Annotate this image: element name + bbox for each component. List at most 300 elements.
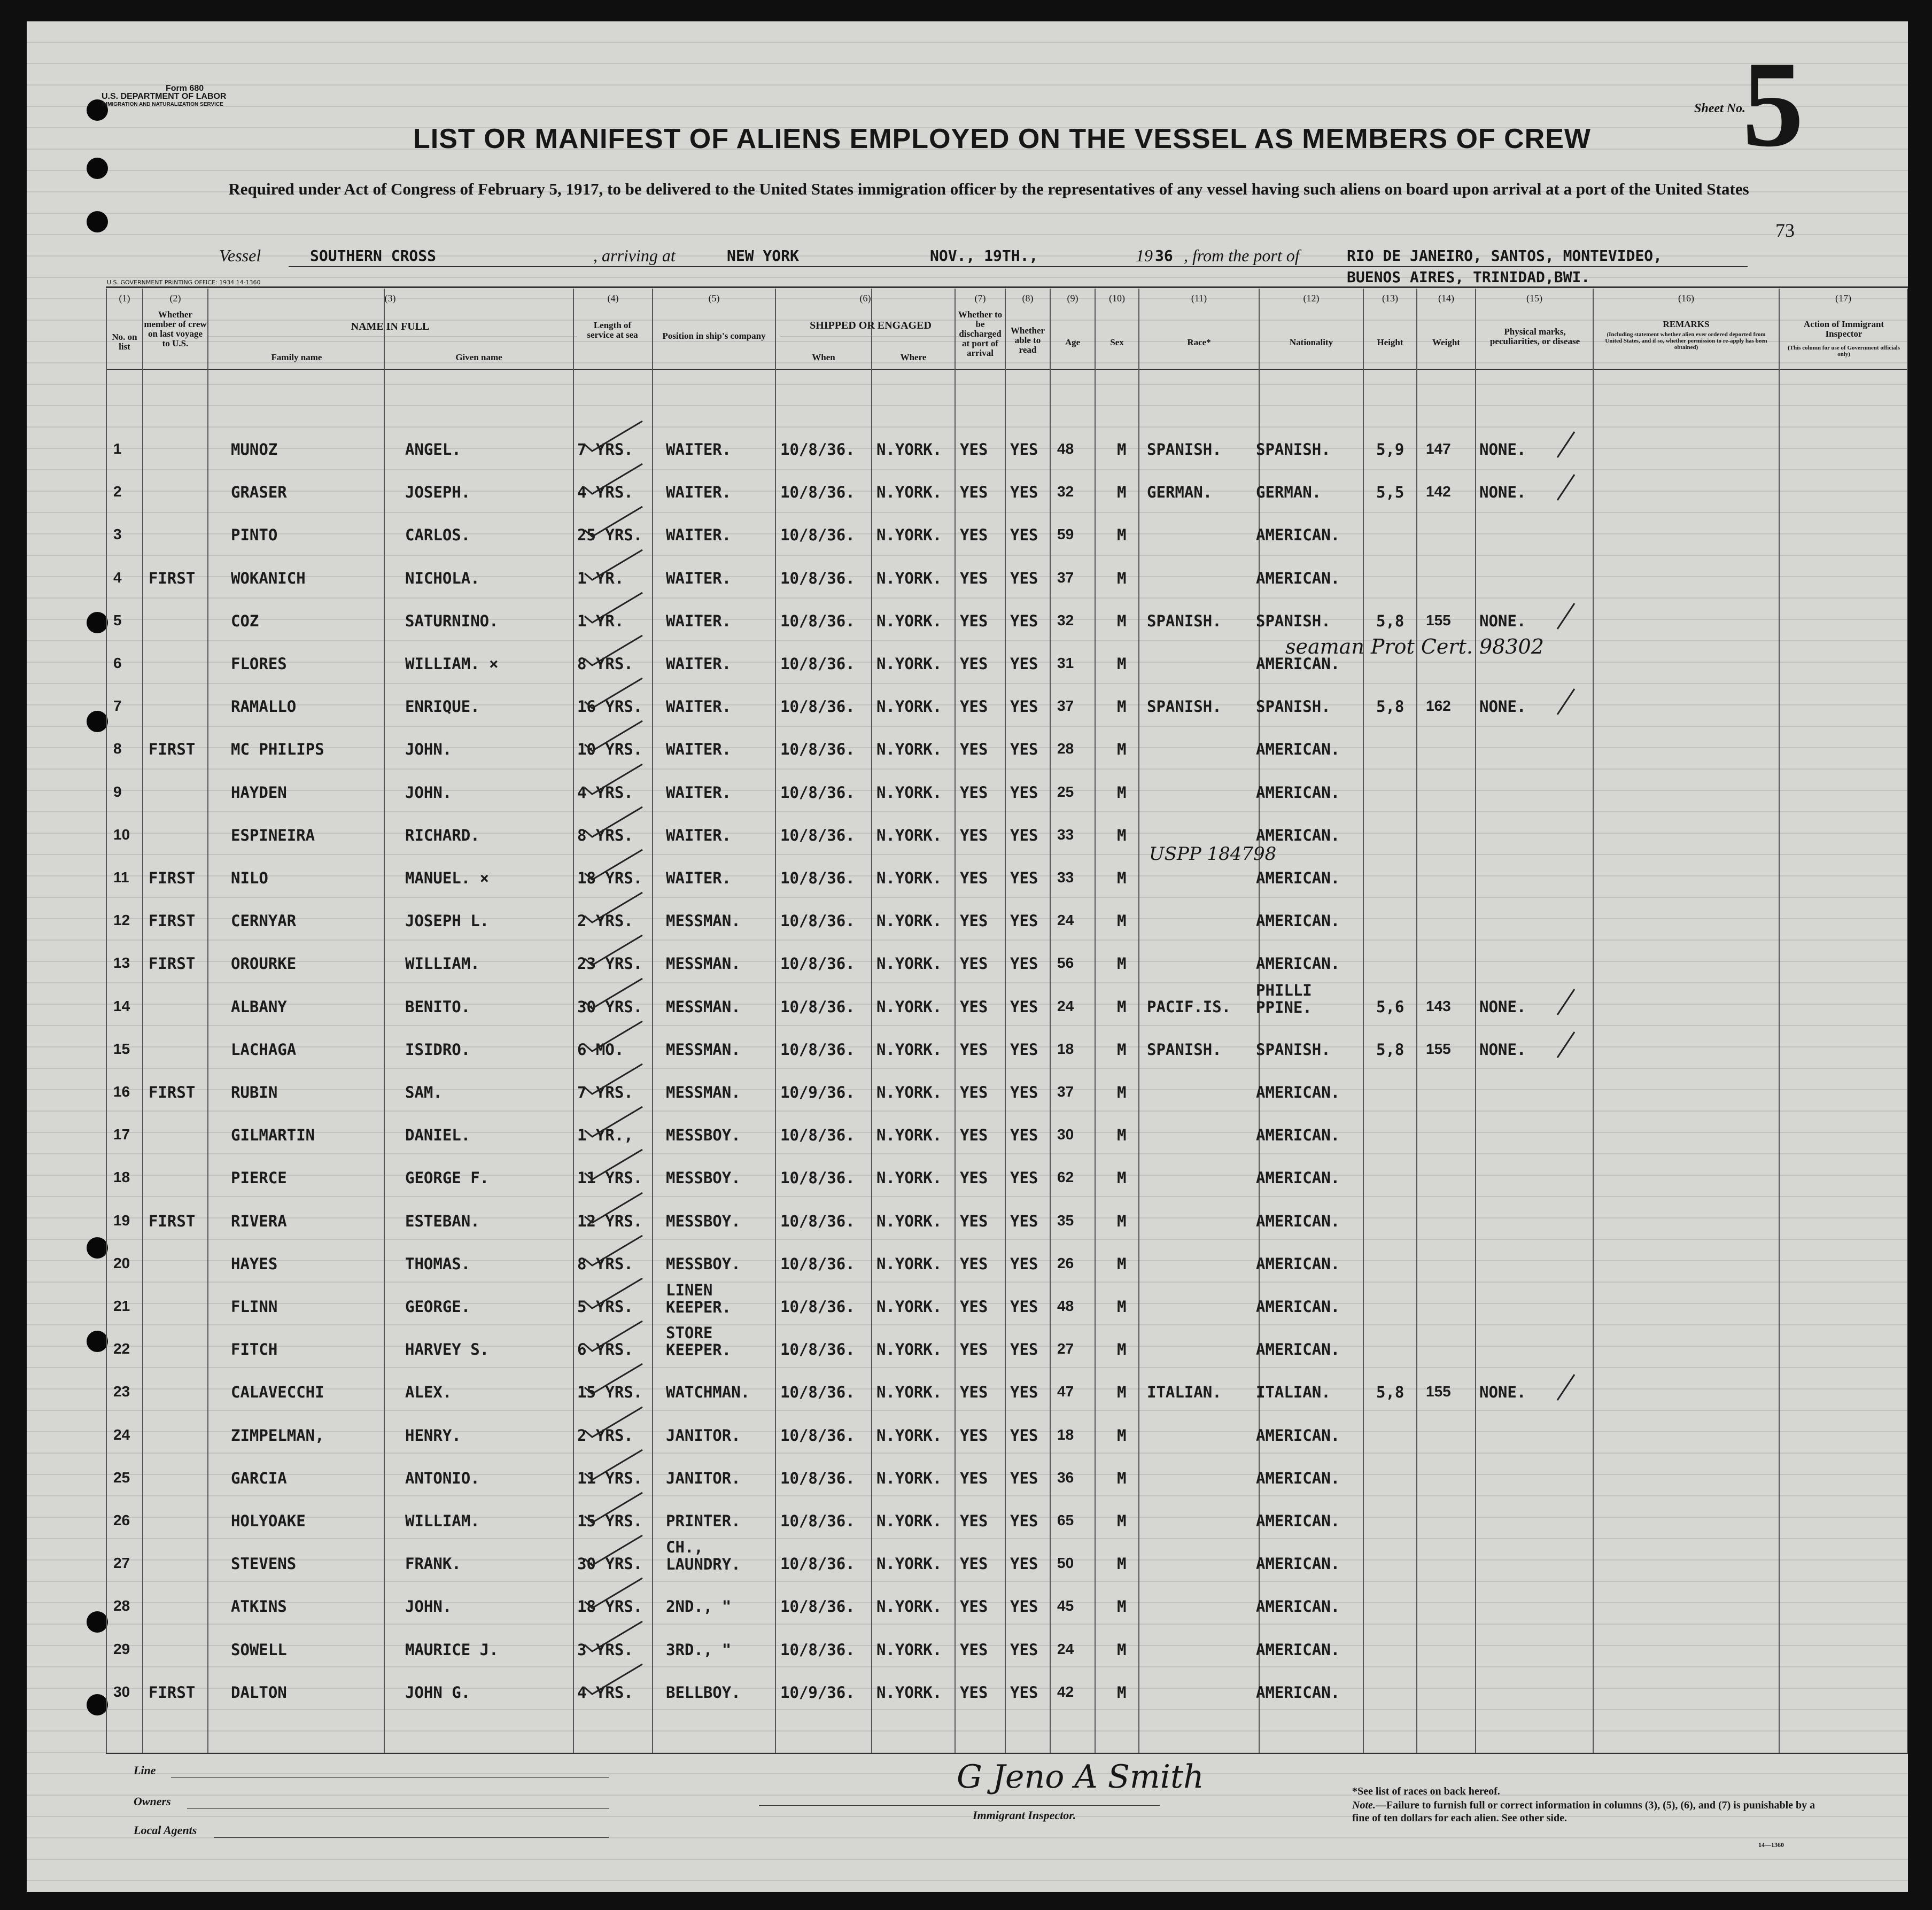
age-cell: 45 xyxy=(1057,1597,1074,1614)
shipped-when-cell: 10/8/36. xyxy=(780,1383,855,1402)
discharged-cell: YES xyxy=(960,1212,988,1230)
shipped-where-cell: N.YORK. xyxy=(876,569,942,587)
check-mark-icon xyxy=(583,503,647,541)
age-cell: 48 xyxy=(1057,440,1074,457)
header-action-inspector: Action of Immigrant Inspector xyxy=(1803,319,1884,339)
col-num-16: (16) xyxy=(1678,293,1694,304)
able-to-read-cell: YES xyxy=(1010,655,1038,673)
length-of-service-cell: 4 YRS. xyxy=(577,783,633,802)
discharged-cell: YES xyxy=(960,1126,988,1145)
given-name-cell: ESTEBAN. xyxy=(405,1212,480,1230)
family-name-cell: HAYDEN xyxy=(231,783,287,802)
shipped-where-cell: N.YORK. xyxy=(876,954,942,973)
header-physical-marks: Physical marks, peculiarities, or disease xyxy=(1489,327,1580,346)
able-to-read-cell: YES xyxy=(1010,1555,1038,1573)
race-cell: PACIF.IS. xyxy=(1147,997,1231,1016)
arriving-port: NEW YORK xyxy=(727,247,799,265)
able-to-read-cell: YES xyxy=(1010,783,1038,802)
arrival-date: NOV., 19TH., xyxy=(930,247,1038,265)
weight-cell: 162 xyxy=(1426,697,1451,715)
sex-cell: M xyxy=(1117,1298,1127,1316)
age-cell: 42 xyxy=(1057,1683,1074,1700)
nationality-cell: AMERICAN. xyxy=(1256,1169,1340,1187)
age-cell: 31 xyxy=(1057,655,1074,671)
length-of-service-cell: 6 MO. xyxy=(577,1040,624,1059)
given-name-cell: DANIEL. xyxy=(405,1126,471,1145)
able-to-read-cell: YES xyxy=(1010,1169,1038,1187)
shipped-when-cell: 10/8/36. xyxy=(780,1169,855,1187)
able-to-read-cell: YES xyxy=(1010,440,1038,459)
position-cell: MESSMAN. xyxy=(666,1040,741,1059)
first-voyage-cell: FIRST xyxy=(149,869,196,887)
weight-cell: 155 xyxy=(1426,1040,1451,1057)
col-num-12: (12) xyxy=(1303,293,1320,304)
discharged-cell: YES xyxy=(960,569,988,587)
page-title: LIST OR MANIFEST OF ALIENS EMPLOYED ON THE VESSEL AS MEMBERS OF CREW xyxy=(413,123,1591,154)
check-mark-icon xyxy=(583,1061,647,1098)
owners-underline xyxy=(187,1808,609,1809)
check-mark-icon xyxy=(583,761,647,798)
sex-cell: M xyxy=(1117,1383,1127,1402)
table-row xyxy=(27,1414,1908,1456)
family-name-cell: FITCH xyxy=(231,1340,278,1359)
header-given-name: Given name xyxy=(455,352,502,362)
first-voyage-cell: FIRST xyxy=(149,740,196,759)
header-able-to-read: Whether able to read xyxy=(1010,325,1045,355)
physical-marks-cell: NONE. xyxy=(1479,997,1526,1016)
check-mark-icon xyxy=(583,418,647,455)
row-number-cell: 29 xyxy=(113,1640,130,1657)
inspector-label: Immigrant Inspector. xyxy=(973,1808,1076,1822)
family-name-cell: GARCIA xyxy=(231,1469,287,1487)
race-cell: ITALIAN. xyxy=(1147,1383,1222,1402)
nationality-cell: AMERICAN. xyxy=(1256,569,1340,587)
given-name-cell: ISIDRO. xyxy=(405,1040,471,1059)
position-cell: WAITER. xyxy=(666,869,732,887)
discharged-cell: YES xyxy=(960,1298,988,1316)
position-cell: MESSMAN. xyxy=(666,912,741,930)
age-cell: 35 xyxy=(1057,1212,1074,1229)
height-cell: 5,6 xyxy=(1376,997,1405,1016)
physical-marks-cell: NONE. xyxy=(1479,697,1526,716)
given-name-cell: BENITO. xyxy=(405,997,471,1016)
length-of-service-cell: 4 YRS. xyxy=(577,483,633,502)
given-name-cell: ALEX. xyxy=(405,1383,452,1402)
shipped-when-cell: 10/8/36. xyxy=(780,912,855,930)
check-mark-icon xyxy=(1555,472,1577,504)
age-cell: 18 xyxy=(1057,1040,1074,1057)
length-of-service-cell: 30 YRS. xyxy=(577,997,643,1016)
vessel-underline xyxy=(289,266,1748,267)
position-cell: WAITER. xyxy=(666,697,732,716)
length-of-service-cell: 2 YRS. xyxy=(577,912,633,930)
position-cell: JANITOR. xyxy=(666,1469,741,1487)
table-row xyxy=(27,1324,1908,1370)
given-name-cell: WILLIAM. xyxy=(405,1512,480,1530)
given-name-cell: JOSEPH. xyxy=(405,483,471,502)
sex-cell: M xyxy=(1117,1040,1127,1059)
check-mark-icon xyxy=(583,1661,647,1698)
discharged-cell: YES xyxy=(960,869,988,887)
length-of-service-cell: 11 YRS. xyxy=(577,1469,643,1487)
row-number-cell: 7 xyxy=(113,697,122,715)
given-name-cell: RICHARD. xyxy=(405,826,480,844)
shipped-when-cell: 10/8/36. xyxy=(780,954,855,973)
discharged-cell: YES xyxy=(960,740,988,759)
row-number-cell: 22 xyxy=(113,1340,130,1357)
position-cell: MESSMAN. xyxy=(666,954,741,973)
weight-cell: 155 xyxy=(1426,611,1451,628)
age-cell: 56 xyxy=(1057,954,1074,972)
age-cell: 36 xyxy=(1057,1469,1074,1486)
discharged-cell: YES xyxy=(960,1512,988,1530)
form-number: Form 680 xyxy=(166,84,204,93)
inspector-underline xyxy=(759,1805,1160,1806)
age-cell: 37 xyxy=(1057,569,1074,586)
check-mark-icon xyxy=(583,1361,647,1398)
table-row xyxy=(27,470,1908,513)
table-row xyxy=(27,1538,1908,1585)
table-row xyxy=(27,856,1908,899)
able-to-read-cell: YES xyxy=(1010,997,1038,1016)
age-cell: 50 xyxy=(1057,1555,1074,1572)
length-of-service-cell: 25 YRS. xyxy=(577,526,643,545)
length-of-service-cell: 8 YRS. xyxy=(577,1254,633,1273)
discharged-cell: YES xyxy=(960,1597,988,1616)
discharged-cell: YES xyxy=(960,1640,988,1659)
page-number: 73 xyxy=(1775,220,1795,241)
sex-cell: M xyxy=(1117,655,1127,673)
shipped-where-cell: N.YORK. xyxy=(876,826,942,844)
position-cell: BELLBOY. xyxy=(666,1683,741,1702)
nationality-cell: AMERICAN. xyxy=(1256,1212,1340,1230)
nationality-cell: AMERICAN. xyxy=(1256,1298,1340,1316)
shipped-where-cell: N.YORK. xyxy=(876,740,942,759)
able-to-read-cell: YES xyxy=(1010,1469,1038,1487)
nationality-cell: AMERICAN. xyxy=(1256,869,1340,887)
shipped-when-cell: 10/8/36. xyxy=(780,697,855,716)
shipped-when-cell: 10/8/36. xyxy=(780,1555,855,1573)
able-to-read-cell: YES xyxy=(1010,526,1038,545)
manifest-sheet xyxy=(27,21,1908,1892)
note-label: Note. xyxy=(1352,1799,1376,1811)
header-position: Position in ship's company xyxy=(662,331,766,341)
position-cell: WAITER. xyxy=(666,483,732,502)
discharged-cell: YES xyxy=(960,526,988,545)
header-discharged: Whether to be discharged at port of arrival xyxy=(958,309,1003,358)
position-cell: MESSMAN. xyxy=(666,1083,741,1101)
line-label: Line xyxy=(134,1764,156,1777)
header-action-sub: (This column for use of Government officials only) xyxy=(1787,345,1900,358)
check-mark-icon xyxy=(583,1275,647,1313)
table-row xyxy=(27,1199,1908,1242)
physical-marks-cell: NONE. xyxy=(1479,483,1526,502)
vessel-label: Vessel xyxy=(219,246,261,265)
given-name-cell: SAM. xyxy=(405,1083,443,1101)
shipped-where-cell: N.YORK. xyxy=(876,869,942,887)
row-number-cell: 26 xyxy=(113,1512,130,1528)
age-cell: 65 xyxy=(1057,1512,1074,1528)
shipped-when-cell: 10/8/36. xyxy=(780,1640,855,1659)
position-cell: WAITER. xyxy=(666,611,732,630)
sex-cell: M xyxy=(1117,1340,1127,1359)
arrival-year: 36 xyxy=(1155,247,1173,265)
check-mark-icon xyxy=(583,1146,647,1184)
age-cell: 26 xyxy=(1057,1254,1074,1271)
family-name-cell: CALAVECCHI xyxy=(231,1383,324,1402)
line-underline xyxy=(171,1777,609,1778)
able-to-read-cell: YES xyxy=(1010,569,1038,587)
sex-cell: M xyxy=(1117,611,1127,630)
agents-underline xyxy=(214,1837,609,1838)
family-name-cell: LACHAGA xyxy=(231,1040,297,1059)
row-number-cell: 8 xyxy=(113,740,122,757)
sex-cell: M xyxy=(1117,1254,1127,1273)
check-mark-icon xyxy=(583,589,647,627)
discharged-cell: YES xyxy=(960,697,988,716)
nationality-cell: AMERICAN. xyxy=(1256,655,1340,673)
table-row xyxy=(27,1628,1908,1671)
able-to-read-cell: YES xyxy=(1010,1640,1038,1659)
position-cell: WAITER. xyxy=(666,826,732,844)
check-mark-icon xyxy=(1555,430,1577,462)
age-cell: 24 xyxy=(1057,1640,1074,1657)
row-number-cell: 10 xyxy=(113,826,130,843)
remark-row-6: seaman Prot Cert. 98302 xyxy=(1285,635,1544,658)
page-subtitle: Required under Act of Congress of February 5, 1917, to be delivered to the United States immigration officer by the representatives of any vessel having such aliens on board upon arrival at a port of the United States xyxy=(228,180,1749,198)
position-cell: PRINTER. xyxy=(666,1512,741,1530)
family-name-cell: FLINN xyxy=(231,1298,278,1316)
sex-cell: M xyxy=(1117,1469,1127,1487)
shipped-where-cell: N.YORK. xyxy=(876,997,942,1016)
given-name-cell: NICHOLA. xyxy=(405,569,480,587)
position-cell: MESSBOY. xyxy=(666,1212,741,1230)
table-row xyxy=(27,1070,1908,1113)
shipped-where-cell: N.YORK. xyxy=(876,483,942,502)
nationality-cell: AMERICAN. xyxy=(1256,1254,1340,1273)
sex-cell: M xyxy=(1117,1212,1127,1230)
row-number-cell: 11 xyxy=(113,869,129,886)
length-of-service-cell: 1 YR. xyxy=(577,611,624,630)
able-to-read-cell: YES xyxy=(1010,1126,1038,1145)
shipped-when-cell: 10/8/36. xyxy=(780,1298,855,1316)
family-name-cell: HOLYOAKE xyxy=(231,1512,306,1530)
col-num-15: (15) xyxy=(1526,293,1542,304)
row-number-cell: 20 xyxy=(113,1254,130,1271)
able-to-read-cell: YES xyxy=(1010,1212,1038,1230)
length-of-service-cell: 11 YRS. xyxy=(577,1169,643,1187)
nationality-cell: AMERICAN. xyxy=(1256,1126,1340,1145)
given-name-cell: ANGEL. xyxy=(405,440,461,459)
nationality-cell: AMERICAN. xyxy=(1256,783,1340,802)
failure-note xyxy=(1352,1799,1833,1824)
given-name-cell: HENRY. xyxy=(405,1426,461,1445)
age-cell: 18 xyxy=(1057,1426,1074,1443)
position-cell: CH., LAUNDRY. xyxy=(666,1538,741,1574)
header-name-in-full: NAME IN FULL xyxy=(351,321,430,332)
header-last-voyage: Whether member of crew on last voyage to U.S. xyxy=(144,309,207,348)
position-cell: MESSBOY. xyxy=(666,1254,741,1273)
table-row xyxy=(27,428,1908,470)
table-top-border xyxy=(106,286,1908,288)
given-name-cell: JOHN G. xyxy=(405,1683,471,1702)
able-to-read-cell: YES xyxy=(1010,912,1038,930)
sheet-number: 5 xyxy=(1742,36,1804,172)
col-num-10: (10) xyxy=(1109,293,1125,304)
shipped-where-cell: N.YORK. xyxy=(876,611,942,630)
length-of-service-cell: 18 YRS. xyxy=(577,869,643,887)
height-cell: 5,8 xyxy=(1376,1383,1405,1402)
shipped-when-cell: 10/9/36. xyxy=(780,1083,855,1101)
shipped-where-cell: N.YORK. xyxy=(876,1597,942,1616)
sex-cell: M xyxy=(1117,954,1127,973)
able-to-read-cell: YES xyxy=(1010,483,1038,502)
check-mark-icon xyxy=(583,1318,647,1355)
row-number-cell: 24 xyxy=(113,1426,130,1443)
race-cell: SPANISH. xyxy=(1147,1040,1222,1059)
age-cell: 28 xyxy=(1057,740,1074,757)
shipped-when-cell: 10/8/36. xyxy=(780,1469,855,1487)
family-name-cell: STEVENS xyxy=(231,1555,297,1573)
sex-cell: M xyxy=(1117,440,1127,459)
table-row xyxy=(27,942,1908,984)
shipped-when-cell: 10/9/36. xyxy=(780,1683,855,1702)
header-when: When xyxy=(812,352,835,362)
height-cell: 5,8 xyxy=(1376,697,1405,716)
form-header xyxy=(102,84,226,108)
shipped-when-cell: 10/8/36. xyxy=(780,1512,855,1530)
age-cell: 47 xyxy=(1057,1383,1074,1400)
table-row xyxy=(27,599,1908,642)
position-cell: WAITER. xyxy=(666,783,732,802)
table-row xyxy=(27,1113,1908,1156)
ports-line-2: BUENOS AIRES, TRINIDAD,BWI. xyxy=(1347,268,1590,286)
shipped-where-cell: N.YORK. xyxy=(876,1640,942,1659)
sex-cell: M xyxy=(1117,1083,1127,1101)
family-name-cell: COZ xyxy=(231,611,259,630)
physical-marks-cell: NONE. xyxy=(1479,1040,1526,1059)
physical-marks-cell: NONE. xyxy=(1479,440,1526,459)
discharged-cell: YES xyxy=(960,440,988,459)
nationality-cell: SPANISH. xyxy=(1256,611,1331,630)
family-name-cell: RIVERA xyxy=(231,1212,287,1230)
arriving-label: , arriving at xyxy=(593,246,676,265)
family-name-cell: RAMALLO xyxy=(231,697,297,716)
shipped-where-cell: N.YORK. xyxy=(876,1426,942,1445)
sex-cell: M xyxy=(1117,1683,1127,1702)
nationality-cell: SPANISH. xyxy=(1256,1040,1331,1059)
able-to-read-cell: YES xyxy=(1010,826,1038,844)
sex-cell: M xyxy=(1117,526,1127,545)
nationality-cell: SPANISH. xyxy=(1256,440,1331,459)
sex-cell: M xyxy=(1117,1426,1127,1445)
nationality-cell: AMERICAN. xyxy=(1256,1083,1340,1101)
first-voyage-cell: FIRST xyxy=(149,1212,196,1230)
table-row xyxy=(27,1370,1908,1413)
shipped-when-cell: 10/8/36. xyxy=(780,1040,855,1059)
able-to-read-cell: YES xyxy=(1010,954,1038,973)
discharged-cell: YES xyxy=(960,783,988,802)
shipped-where-cell: N.YORK. xyxy=(876,1212,942,1230)
shipped-where-cell: N.YORK. xyxy=(876,1469,942,1487)
shipped-where-cell: N.YORK. xyxy=(876,1169,942,1187)
able-to-read-cell: YES xyxy=(1010,1383,1038,1402)
age-cell: 33 xyxy=(1057,826,1074,843)
shipped-when-cell: 10/8/36. xyxy=(780,1212,855,1230)
age-cell: 59 xyxy=(1057,526,1074,543)
able-to-read-cell: YES xyxy=(1010,1083,1038,1101)
given-name-cell: THOMAS. xyxy=(405,1254,471,1273)
check-mark-icon xyxy=(583,1618,647,1656)
nationality-cell: AMERICAN. xyxy=(1256,954,1340,973)
family-name-cell: OROURKE xyxy=(231,954,297,973)
row-number-cell: 30 xyxy=(113,1683,130,1700)
discharged-cell: YES xyxy=(960,997,988,1016)
shipped-when-cell: 10/8/36. xyxy=(780,655,855,673)
row-number-cell: 15 xyxy=(113,1040,130,1057)
able-to-read-cell: YES xyxy=(1010,611,1038,630)
check-mark-icon xyxy=(583,1190,647,1227)
sex-cell: M xyxy=(1117,697,1127,716)
position-cell: WATCHMAN. xyxy=(666,1383,750,1402)
table-row xyxy=(27,1671,1908,1713)
table-row xyxy=(27,513,1908,556)
length-of-service-cell: 8 YRS. xyxy=(577,655,633,673)
given-name-cell: JOHN. xyxy=(405,783,452,802)
sex-cell: M xyxy=(1117,997,1127,1016)
position-cell: 2ND., " xyxy=(666,1597,732,1616)
age-cell: 62 xyxy=(1057,1169,1074,1186)
col-num-14: (14) xyxy=(1438,293,1454,304)
shipped-where-cell: N.YORK. xyxy=(876,1340,942,1359)
given-name-cell: MANUEL. × xyxy=(405,869,490,887)
weight-cell: 143 xyxy=(1426,997,1451,1014)
local-agents-label: Local Agents xyxy=(134,1823,197,1837)
shipped-where-cell: N.YORK. xyxy=(876,1126,942,1145)
given-name-cell: GEORGE F. xyxy=(405,1169,490,1187)
check-mark-icon xyxy=(1555,687,1577,719)
sex-cell: M xyxy=(1117,1555,1127,1573)
able-to-read-cell: YES xyxy=(1010,869,1038,887)
row-number-cell: 17 xyxy=(113,1126,130,1143)
length-of-service-cell: 15 YRS. xyxy=(577,1383,643,1402)
shipped-when-cell: 10/8/36. xyxy=(780,740,855,759)
row-number-cell: 19 xyxy=(113,1212,130,1229)
row-number-cell: 5 xyxy=(113,611,122,628)
family-name-cell: WOKANICH xyxy=(231,569,306,587)
race-note-row-11: USPP 184798 xyxy=(1149,843,1277,865)
nationality-cell: AMERICAN. xyxy=(1256,826,1340,844)
able-to-read-cell: YES xyxy=(1010,1426,1038,1445)
check-mark-icon xyxy=(583,1104,647,1141)
col-num-6: (6) xyxy=(859,293,871,304)
family-name-cell: MUNOZ xyxy=(231,440,278,459)
punch-hole xyxy=(87,158,108,179)
family-name-cell: ESPINEIRA xyxy=(231,826,315,844)
length-of-service-cell: 10 YRS. xyxy=(577,740,643,759)
sex-cell: M xyxy=(1117,740,1127,759)
shipped-when-cell: 10/8/36. xyxy=(780,1426,855,1445)
able-to-read-cell: YES xyxy=(1010,1512,1038,1530)
length-of-service-cell: 1 YR. xyxy=(577,569,624,587)
col-num-11: (11) xyxy=(1191,293,1207,304)
given-name-cell: WILLIAM. × xyxy=(405,655,499,673)
row-number-cell: 2 xyxy=(113,483,122,500)
shipped-when-cell: 10/8/36. xyxy=(780,826,855,844)
check-mark-icon xyxy=(583,547,647,584)
given-name-cell: MAURICE J. xyxy=(405,1640,499,1659)
sex-cell: M xyxy=(1117,1512,1127,1530)
